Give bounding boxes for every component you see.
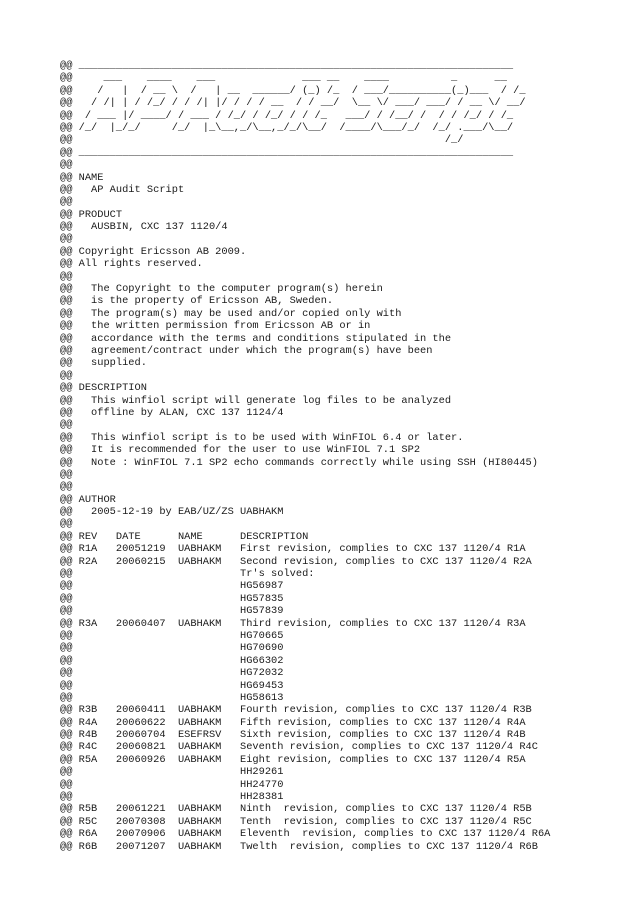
code-line: @@ HH24770 xyxy=(60,778,284,791)
code-line: @@ R3A 20060407 UABHAKM Third revision, complies to CXC 137 1120/4 R3A xyxy=(60,617,526,630)
code-line: @@ HG57839 xyxy=(60,605,284,618)
code-line: @@ xyxy=(60,159,73,172)
code-line: @@ R6A 20070906 UABHAKM Eleventh revision, complies to CXC 137 1120/4 R6A xyxy=(60,828,551,841)
code-line: @@ HG57835 xyxy=(60,592,284,605)
code-line: @@ HG70690 xyxy=(60,642,284,655)
code-line: @@ HG72032 xyxy=(60,667,284,680)
code-line: @@ Note : WinFIOL 7.1 SP2 echo commands correctly while using SSH (HI80445) xyxy=(60,456,538,469)
code-line: @@ The Copyright to the computer program(s) herein xyxy=(60,283,383,296)
code-line: @@ /_/ |_/_/ /_/ |_\__,_/\__,_/_/\__/ /____/\___/_/ /_/ .___/\__/ xyxy=(60,121,514,134)
code-line: @@ R5B 20061221 UABHAKM Ninth revision, complies to CXC 137 1120/4 R5B xyxy=(60,803,532,816)
code-line: @@ / ___ |/ ____/ / ___ / /_/ / /_/ / / /_ ___/ / /__/ / / / /_/ / /_ xyxy=(60,109,514,122)
code-line: @@ / /| | / /_/ / / /| |/ / / / __ / / __/ \__ \/ ___/ ___/ / __ \/ __/ xyxy=(60,97,526,110)
code-line: @@ xyxy=(60,233,73,246)
code-line: @@ R2A 20060215 UABHAKM Second revision, complies to CXC 137 1120/4 R2A xyxy=(60,555,532,568)
code-line: @@ AUSBIN, CXC 137 1120/4 xyxy=(60,221,228,234)
code-line: @@ HG56987 xyxy=(60,580,284,593)
code-line: @@ agreement/contract under which the program(s) have been xyxy=(60,344,433,357)
code-line: @@ /_/ xyxy=(60,134,464,147)
code-line: @@ R1A 20051219 UABHAKM First revision, complies to CXC 137 1120/4 R1A xyxy=(60,543,526,556)
code-line: @@ ______________________________________________________________________ xyxy=(60,146,514,159)
code-line: @@ PRODUCT xyxy=(60,208,123,221)
script-header-listing xyxy=(60,60,550,853)
code-line: @@ REV DATE NAME DESCRIPTION xyxy=(60,530,309,543)
code-line: @@ xyxy=(60,369,73,382)
code-line: @@ R3B 20060411 UABHAKM Fourth revision, complies to CXC 137 1120/4 R3B xyxy=(60,704,532,717)
code-line: @@ xyxy=(60,481,73,494)
code-line: @@ Copyright Ericsson AB 2009. xyxy=(60,245,247,258)
code-line: @@ NAME xyxy=(60,171,104,184)
code-line: @@ is the property of Ericsson AB, Sweden. xyxy=(60,295,334,308)
code-line: @@ AP Audit Script xyxy=(60,183,185,196)
code-line: @@ R6B 20071207 UABHAKM Twelth revision, complies to CXC 137 1120/4 R6B xyxy=(60,840,538,853)
code-line: @@ 2005-12-19 by EAB/UZ/ZS UABHAKM xyxy=(60,506,284,519)
code-line: @@ All rights reserved. xyxy=(60,258,203,271)
code-line: @@ xyxy=(60,270,73,283)
code-line: @@ ______________________________________________________________________ xyxy=(60,60,514,72)
code-line: @@ DESCRIPTION xyxy=(60,382,147,395)
code-line: @@ xyxy=(60,196,73,209)
code-line: @@ AUTHOR xyxy=(60,493,116,506)
code-line: @@ xyxy=(60,419,73,432)
code-line: @@ This winfiol script will generate log files to be analyzed xyxy=(60,394,452,407)
code-line: @@ ___ ____ ___ ___ __ ____ _ __ xyxy=(60,72,507,85)
code-line: @@ HH29261 xyxy=(60,766,284,779)
code-line: @@ R4A 20060622 UABHAKM Fifth revision, complies to CXC 137 1120/4 R4A xyxy=(60,716,526,729)
code-line: @@ supplied. xyxy=(60,357,147,370)
code-line: @@ HG69453 xyxy=(60,679,284,692)
code-line: @@ HG70665 xyxy=(60,629,284,642)
code-line: @@ HG66302 xyxy=(60,654,284,667)
code-line: @@ The program(s) may be used and/or copied only with xyxy=(60,307,402,320)
code-line: @@ R5A 20060926 UABHAKM Eight revision, complies to CXC 137 1120/4 R5A xyxy=(60,753,526,766)
code-line: @@ Tr's solved: xyxy=(60,568,315,581)
code-line: @@ the written permission from Ericsson AB or in xyxy=(60,320,371,333)
code-line: @@ offline by ALAN, CXC 137 1124/4 xyxy=(60,406,284,419)
code-line: @@ accordance with the terms and conditions stipulated in the xyxy=(60,332,452,345)
code-line: @@ HG58613 xyxy=(60,691,284,704)
code-line: @@ It is recommended for the user to use WinFIOL 7.1 SP2 xyxy=(60,444,421,457)
code-line: @@ R5C 20070308 UABHAKM Tenth revision, complies to CXC 137 1120/4 R5C xyxy=(60,815,532,828)
code-line: @@ xyxy=(60,518,73,531)
code-line: @@ This winfiol script is to be used with WinFIOL 6.4 or later. xyxy=(60,431,464,444)
code-line: @@ HH28381 xyxy=(60,791,284,804)
code-line: @@ / | / __ \ / | __ ______/ (_) /_ / ___/__________(_)___ / /_ xyxy=(60,84,526,97)
code-line: @@ R4B 20060704 ESEFRSV Sixth revision, complies to CXC 137 1120/4 R4B xyxy=(60,729,526,742)
code-line: @@ xyxy=(60,468,73,481)
code-line: @@ R4C 20060821 UABHAKM Seventh revision, complies to CXC 137 1120/4 R4C xyxy=(60,741,538,754)
